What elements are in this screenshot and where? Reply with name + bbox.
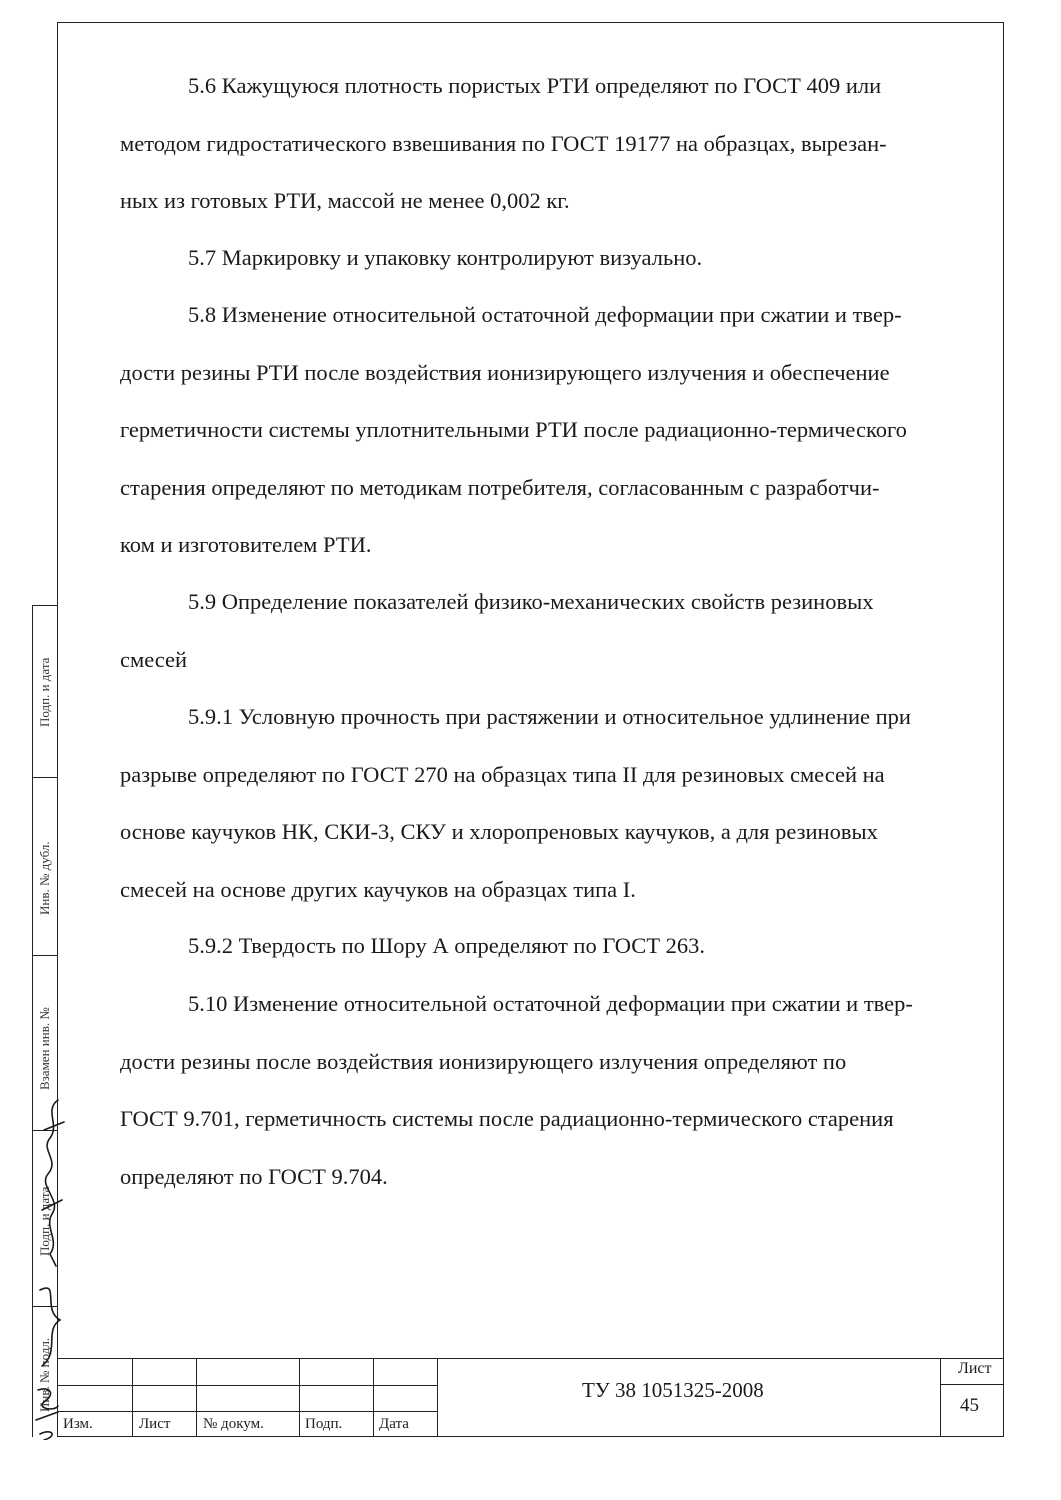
strip-cell-sign-date — [33, 605, 58, 777]
text-line: 5.9 Определение показателей физико-механических свойств резиновых — [188, 589, 874, 614]
title-block — [57, 1358, 1004, 1437]
text-line: 5.6 Кажущуюся плотность пористых РТИ определяют по ГОСТ 409 или — [188, 73, 882, 98]
tb-line — [940, 1384, 1004, 1385]
sheet-label: Лист — [958, 1360, 992, 1377]
tb-line — [57, 1411, 437, 1412]
text-line: ком и изготовителем РТИ. — [120, 532, 372, 557]
text-line: герметичности системы уплотнительными РТИ после радиационно-термического — [120, 417, 907, 442]
paragraph-5-9 — [120, 573, 1005, 688]
text-line: 5.9.2 Твердость по Шору А определяют по ГОСТ 263. — [188, 933, 706, 958]
text-line: определяют по ГОСТ 9.704. — [120, 1163, 388, 1189]
paragraph-5-7 — [120, 229, 1005, 287]
col-doc: № докум. — [203, 1416, 264, 1432]
tb-line — [132, 1358, 133, 1437]
text-line: дости резины РТИ после воздействия ионизирующего излучения и обеспечение — [120, 359, 890, 385]
tb-line — [57, 1385, 437, 1386]
strip-label: Инв. № подл. — [37, 1337, 52, 1412]
text-line: ГОСТ 9.701, герметичность системы после радиационно-термического старения — [120, 1106, 894, 1131]
text-line: разрыве определяют по ГОСТ 270 на образцах типа II для резиновых смесей на — [120, 761, 885, 787]
document-code: ТУ 38 1051325-2008 — [582, 1378, 764, 1402]
strip-label: Взамен инв. № — [37, 1007, 52, 1090]
text-line: методом гидростатического взвешивания по ГОСТ 19177 на образцах, вырезан- — [120, 130, 887, 156]
strip-label: Подп. и дата — [37, 657, 52, 727]
text-line: 5.8 Изменение относительной остаточной деформации при сжатии и твер- — [188, 302, 902, 327]
col-sign: Подп. — [305, 1416, 343, 1432]
text-line: смесей — [120, 646, 188, 672]
text-line: старения определяют по методикам потребителя, согласованным с разработчи- — [120, 474, 880, 500]
paragraph-5-8 — [120, 286, 1005, 574]
text-line: 5.9.1 Условную прочность при растяжении и относительное удлинение при — [188, 704, 911, 729]
tb-line — [196, 1358, 197, 1437]
paragraph-5-9-2 — [120, 917, 1005, 975]
text-line: ных из готовых РТИ, массой не менее 0,002 кг. — [120, 188, 570, 213]
text-line: 5.7 Маркировку и упаковку контролируют визуально. — [188, 245, 703, 270]
paragraph-5-10 — [120, 975, 1005, 1205]
tb-line — [940, 1358, 941, 1437]
col-list: Лист — [139, 1416, 171, 1432]
text-line: дости резины после воздействия ионизирующего излучения определяют по — [120, 1048, 847, 1074]
strip-label: Инв. № дубл. — [37, 841, 52, 915]
paragraph-5-9-1 — [120, 688, 1005, 918]
paragraph-5-6 — [120, 57, 1005, 230]
tb-line — [437, 1358, 438, 1437]
col-date: Дата — [379, 1416, 409, 1432]
strip-cell-dup-inv — [33, 777, 58, 955]
strip-label: Подп. и дата — [37, 1186, 52, 1256]
tb-line — [373, 1358, 374, 1437]
tb-line — [299, 1358, 300, 1437]
text-line: основе каучуков НК, СКИ-3, СКУ и хлоропреновых каучуков, а для резиновых — [120, 819, 878, 844]
col-izm: Изм. — [63, 1416, 93, 1432]
sheet-number: 45 — [960, 1395, 979, 1416]
tb-line — [57, 1358, 1004, 1359]
text-line: смесей на основе других каучуков на образцах типа I. — [120, 876, 636, 902]
text-line: 5.10 Изменение относительной остаточной деформации при сжатии и твер- — [188, 991, 913, 1016]
